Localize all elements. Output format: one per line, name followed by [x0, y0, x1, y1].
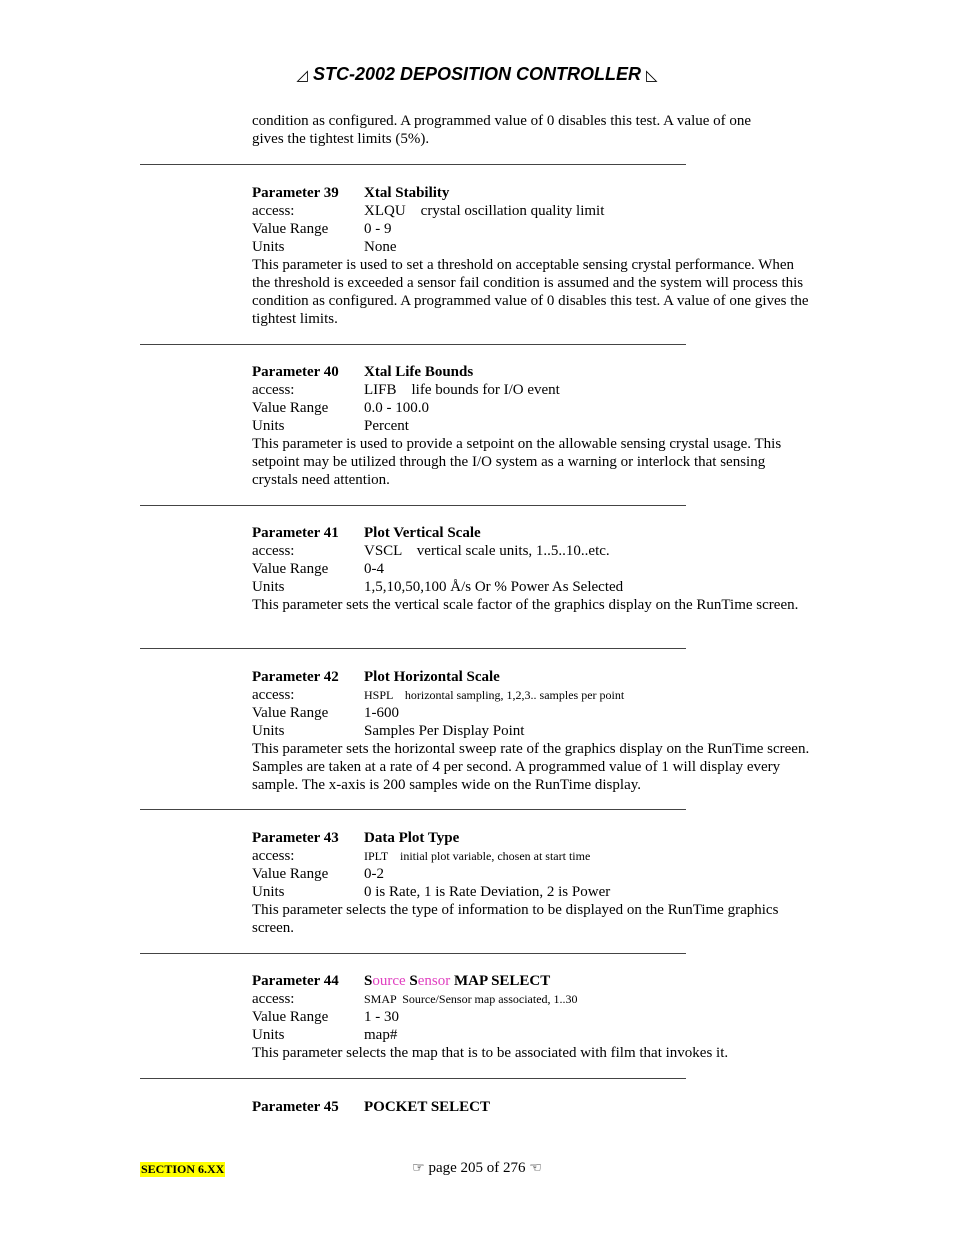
intro-line-2: gives the tightest limits (5%).	[252, 131, 430, 147]
range-label: Value Range	[252, 221, 329, 237]
left-triangle-icon: ◿	[296, 67, 308, 84]
parameter-39	[252, 184, 814, 328]
page-text: page 205 of 276	[428, 1160, 526, 1176]
access-value: LIFB life bounds for I/O event	[364, 382, 560, 398]
access-value: XLQU crystal oscillation quality limit	[364, 203, 605, 219]
range-label: Value Range	[252, 400, 329, 416]
parameter-41	[252, 524, 814, 614]
access-value: IPLT initial plot variable, chosen at start time	[364, 849, 591, 863]
parameter-43	[252, 829, 814, 937]
param-description: This parameter is used to set a threshold on acceptable sensing crystal performance. When the threshold is exceeded a sensor fail condition is assumed and the system will process this condition as configured. A programmed value of 0 disables this test. A value of one gives the tightest limits.	[252, 257, 809, 327]
param-name: Xtal Life Bounds	[364, 364, 474, 380]
access-label: access:	[252, 203, 295, 219]
divider	[140, 505, 686, 506]
divider	[140, 344, 686, 345]
param-number: Parameter 43	[252, 830, 339, 846]
param-name: Plot Horizontal Scale	[364, 669, 500, 685]
divider	[140, 648, 686, 649]
pointing-left-hand-icon: ☜	[529, 1160, 542, 1176]
units-label: Units	[252, 239, 285, 255]
access-value: SMAP Source/Sensor map associated, 1..30	[364, 992, 578, 1006]
range-value: 0.0 - 100.0	[364, 400, 429, 416]
range-value: 1-600	[364, 705, 399, 721]
access-label: access:	[252, 687, 295, 703]
page-header	[0, 64, 954, 85]
range-value: 0-2	[364, 866, 384, 882]
range-label: Value Range	[252, 705, 329, 721]
intro-text	[252, 112, 812, 148]
access-value: HSPL horizontal sampling, 1,2,3.. samples per point	[364, 688, 625, 702]
access-label: access:	[252, 543, 295, 559]
param-name	[364, 972, 814, 990]
access-value: VSCL vertical scale units, 1..5..10..etc.	[364, 543, 610, 559]
range-value: 1 - 30	[364, 1009, 399, 1025]
parameter-45	[252, 1098, 814, 1116]
param-description: This parameter sets the horizontal sweep rate of the graphics display on the RunTime screen. Samples are taken at a rate of 4 per second. A programmed value of 1 will display every sample. The x-axis is 200 samples wide on the RunTime display.	[252, 741, 810, 793]
param-number: Parameter 45	[252, 1099, 339, 1115]
param-name: Data Plot Type	[364, 830, 460, 846]
name-part-ensor: ensor	[417, 973, 451, 989]
range-value: 0-4	[364, 561, 384, 577]
units-value: 0 is Rate, 1 is Rate Deviation, 2 is Power	[364, 884, 611, 900]
intro-line-1: condition as configured. A programmed value of 0 disables this test. A value of one	[252, 113, 752, 129]
param-description: This parameter is used to provide a setpoint on the allowable sensing crystal usage. This setpoint may be utilized through the I/O system as a warning or interlock that sensing crystals need attention.	[252, 436, 782, 488]
parameter-42	[252, 668, 814, 794]
page-number	[0, 1160, 954, 1177]
access-label: access:	[252, 991, 295, 1007]
units-value: 1,5,10,50,100 Å/s Or % Power As Selected	[364, 579, 624, 595]
divider	[140, 1078, 686, 1079]
divider	[140, 953, 686, 954]
param-description: This parameter selects the map that is to be associated with film that invokes it.	[252, 1045, 729, 1061]
section-label: SECTION 6.XX	[141, 1162, 225, 1176]
units-label: Units	[252, 579, 285, 595]
units-value: Percent	[364, 418, 409, 434]
param-name: POCKET SELECT	[364, 1099, 491, 1115]
parameter-40	[252, 363, 814, 489]
right-triangle-icon: ◺	[646, 67, 658, 84]
name-part-s2: S	[409, 973, 418, 989]
param-number: Parameter 42	[252, 669, 339, 685]
param-description: This parameter selects the type of information to be displayed on the RunTime graphics screen.	[252, 902, 779, 936]
param-number: Parameter 44	[252, 973, 339, 989]
param-number: Parameter 41	[252, 525, 339, 541]
units-label: Units	[252, 1027, 285, 1043]
name-part-ource: ource	[372, 973, 410, 989]
param-number: Parameter 40	[252, 364, 339, 380]
units-value: map#	[364, 1027, 398, 1043]
units-label: Units	[252, 723, 285, 739]
access-label: access:	[252, 848, 295, 864]
name-part-map-select: MAP SELECT	[450, 973, 551, 989]
name-part-s: S	[364, 973, 373, 989]
param-name: Plot Vertical Scale	[364, 525, 481, 541]
range-label: Value Range	[252, 561, 329, 577]
units-label: Units	[252, 418, 285, 434]
param-description: This parameter sets the vertical scale factor of the graphics display on the RunTime screen.	[252, 597, 799, 613]
units-value: Samples Per Display Point	[364, 723, 525, 739]
header-title: STC-2002 DEPOSITION CONTROLLER	[312, 64, 642, 84]
parameter-44	[252, 972, 814, 1062]
param-name: Xtal Stability	[364, 185, 450, 201]
divider	[140, 164, 686, 165]
range-label: Value Range	[252, 866, 329, 882]
access-label: access:	[252, 382, 295, 398]
pointing-right-hand-icon: ☞	[412, 1160, 425, 1176]
range-label: Value Range	[252, 1009, 329, 1025]
param-number: Parameter 39	[252, 185, 339, 201]
units-label: Units	[252, 884, 285, 900]
range-value: 0 - 9	[364, 221, 392, 237]
units-value: None	[364, 239, 397, 255]
divider	[140, 809, 686, 810]
